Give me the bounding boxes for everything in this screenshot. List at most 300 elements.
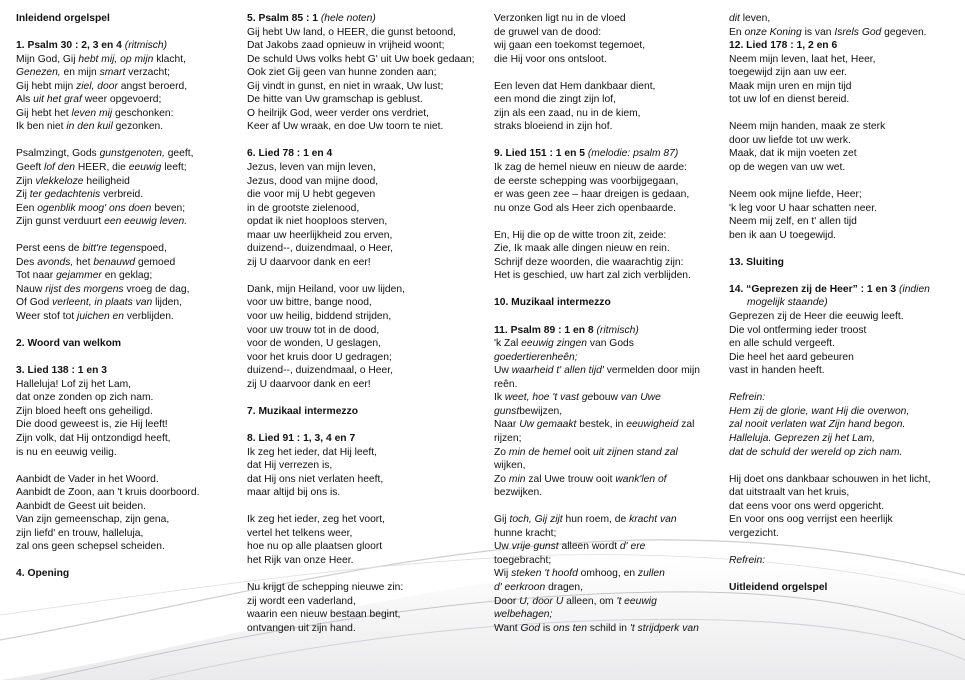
text-run: Wij: [494, 568, 512, 580]
text-run: bewijzen,: [519, 405, 563, 417]
text-run: benauwd: [93, 256, 136, 268]
verse-line: [16, 283, 238, 297]
text-run: Naar: [494, 419, 520, 431]
section-13-title: 13. Sluiting: [729, 256, 784, 268]
verse-line: [494, 405, 726, 419]
text-run: gejammer: [56, 270, 102, 282]
heading-outro-organ: Uitleidend orgelspel: [729, 581, 828, 593]
verse-line: [494, 418, 726, 432]
text-run: alleen wordt: [558, 541, 620, 553]
verse-line: voor uw bittre, bange nood,: [247, 297, 372, 309]
text-run: van Uwe: [620, 392, 661, 404]
text-run: Zij: [16, 189, 30, 201]
verse: [729, 188, 959, 242]
text-run: rijst des morgens: [45, 283, 124, 295]
section-11-title: [494, 324, 726, 338]
text-run: Gij hebt het: [16, 107, 72, 119]
verse-line: dat Hij ons niet verlaten heeft,: [247, 473, 384, 485]
verse: [16, 147, 238, 228]
verse-line: [16, 269, 238, 283]
text-run: God: [520, 622, 540, 634]
text-run: en geklag;: [101, 270, 153, 282]
verse-line: [16, 107, 238, 121]
section-12-title: 12. Lied 178 : 1, 2 en 6: [729, 40, 838, 52]
text-run: Door: [494, 595, 520, 607]
verse-line: vast in handen heeft.: [729, 365, 825, 377]
text-run: schild in: [586, 622, 630, 634]
section-14-title: [729, 283, 959, 297]
text-run: is van: [801, 26, 835, 38]
verse-line: [16, 161, 238, 175]
text-run: weet, hoe 't vast ge: [504, 392, 594, 404]
verse-line: in de grootste zielenood,: [247, 202, 360, 214]
verse-line: de gruwel van de dood:: [494, 26, 602, 38]
verse-line: Ik zeg het ieder, zeg het voort,: [247, 514, 385, 526]
verse: [729, 473, 959, 541]
section-10-title: 10. Muzikaal intermezzo: [494, 297, 611, 309]
verse-line: [16, 120, 238, 134]
text-run: leven mij: [71, 107, 113, 119]
column-2: [247, 12, 485, 635]
verse-line: toegewijd zijn aan uw eer.: [729, 67, 847, 79]
verse: [16, 53, 238, 134]
text-run: een eeuwig leven.: [104, 216, 188, 228]
verse-line: Neem ook mijne liefde, Heer;: [729, 189, 862, 201]
verse-line: [494, 554, 726, 568]
verse-line: Dank, mijn Heiland, voor uw lijden,: [247, 283, 405, 295]
text-run: Zijn: [16, 175, 36, 187]
verse-line: dat de schuld der wereld op zich nam.: [729, 446, 903, 458]
verse-line: Gij vindt in gunst, en niet in wraak, Uw lust;: [247, 80, 444, 92]
refrain-label: Refrein:: [729, 554, 766, 566]
text-run: Zijn gunst verduurt: [16, 216, 105, 228]
verse-line: Dat Jakobs zaad opnieuw in vrijheid woont;: [247, 40, 445, 52]
verse-line: wij gaan een toekomst tegemoet,: [494, 40, 646, 52]
text-run: Mijn God, Gij: [16, 53, 79, 65]
verse-line: de eerste schepping was voorbijgegaan,: [494, 175, 679, 187]
text-run: verbreid.: [100, 189, 144, 201]
verse-line: [729, 12, 959, 26]
verse-line: [494, 378, 726, 392]
column-1: [16, 12, 238, 581]
text-run: juichen en: [77, 311, 124, 323]
verse: [494, 513, 726, 635]
column-4: [729, 12, 959, 595]
verse: [494, 229, 726, 283]
verse-line: nu onze God als Heer zich openbaarde.: [494, 202, 677, 214]
text-run: Nauw: [16, 283, 46, 295]
verse-line: voor het kruis door U gedragen;: [247, 351, 392, 363]
verse-line: zal nooit verlaten wat Zijn hand begon.: [729, 419, 906, 431]
verse-line: [494, 432, 726, 446]
text-run: uit zijnen stand zal: [593, 446, 678, 458]
text-run: vroeg de dag,: [123, 283, 190, 295]
verse-line: duizend--, duizendmaal, o Heer,: [247, 365, 393, 377]
verse-line: [494, 446, 726, 460]
section-5-title: [247, 12, 485, 26]
text-run: Geeft: [16, 162, 45, 174]
verse-line: Neem mijn leven, laat het, Heer,: [729, 53, 876, 65]
verse-line: hoe nu op alle plaatsen gloort: [247, 541, 383, 553]
verse-line: dat uitstraalt van het kruis,: [729, 487, 850, 499]
verse-line: is nu en eeuwig veilig.: [16, 446, 117, 458]
verse-line: voor uw heilig, biddend strijden,: [247, 311, 392, 323]
verse-line: duizend--, duizendmaal, o Heer,: [247, 243, 393, 255]
verse-line: Die vol ontferming ieder troost: [729, 324, 867, 336]
text-run: reên.: [494, 378, 518, 390]
verse-line: [729, 26, 959, 40]
text-run: beven;: [151, 202, 186, 214]
text-run: Zo: [494, 473, 509, 485]
verse: [729, 120, 959, 174]
text-run: onze Koning: [744, 26, 802, 38]
verse-line: De hitte van Uw gramschap is geblust.: [247, 94, 423, 106]
verse-line: [494, 608, 726, 622]
verse-line: O heilrijk God, weer verder ons verdriet,: [247, 107, 429, 119]
verse-line: [494, 513, 726, 527]
title-note: (melodie: psalm 87): [587, 148, 679, 160]
text-run: en mijn: [60, 67, 100, 79]
verse-line: die Hij voor ons ontsloot.: [494, 53, 607, 65]
verse-line: [16, 147, 238, 161]
verse-line: [16, 310, 238, 324]
text-run: Weer stof tot: [16, 311, 78, 323]
text-run: ogenblik moog' ons doen: [37, 202, 152, 214]
verse-line: [16, 296, 238, 310]
text-run: eeuwigheid: [626, 419, 679, 431]
text-run: Een: [16, 202, 38, 214]
text-run: in den kuil: [66, 121, 113, 133]
verse-line: zijn liefd' en trouw, halleluja,: [16, 527, 144, 539]
text-run: smart: [99, 67, 126, 79]
verse-line: Schrijf deze woorden, die waarachtig zijn:: [494, 256, 684, 268]
text-run: zal: [678, 419, 695, 431]
title-note: (hele noten): [320, 13, 376, 24]
text-run: hunne kracht;: [494, 527, 557, 539]
text-run: gegeven.: [881, 26, 927, 38]
text-run: rijzen;: [494, 432, 522, 444]
text-run: van Gods: [586, 338, 634, 350]
verse-line: dat Hij verrezen is,: [247, 460, 333, 472]
verse-line: [16, 188, 238, 202]
text-run: hun roem, de: [562, 514, 630, 526]
verse-line: [494, 486, 726, 500]
verse-line: Halleluja. Geprezen zij het Lam,: [729, 432, 875, 444]
text-run: Ik ben niet: [16, 121, 67, 133]
text-run: wank'len of: [615, 473, 667, 485]
verse-line: vergezicht.: [729, 527, 779, 539]
verse-line: De schuld Uws volks hebt G' uit Uw boek gedaan;: [247, 53, 475, 65]
text-run: ter gedachtenis: [29, 189, 101, 201]
verse-line: Hem zij de glorie, want Hij die overwon,: [729, 405, 910, 417]
verse-line: [16, 215, 238, 229]
text-run: alleen, om: [563, 595, 617, 607]
text-run: Uw: [494, 365, 512, 377]
refrain: [729, 405, 959, 459]
text-run: avonds,: [37, 256, 74, 268]
text-run: Of God: [16, 297, 53, 309]
section-7-title: 7. Muzikaal intermezzo: [247, 405, 359, 417]
text-run: Gij hebt mijn: [16, 80, 77, 92]
verse-line: Nu krijgt de schepping nieuwe zin:: [247, 581, 404, 593]
verse: [729, 12, 959, 39]
text-run: uit het graf: [33, 94, 82, 106]
text-run: is: [539, 622, 554, 634]
text-run: min: [508, 473, 526, 485]
verse: [247, 581, 485, 635]
verse-line: zij wordt een vaderland,: [247, 595, 356, 607]
section-2-title: 2. Woord van welkom: [16, 338, 122, 350]
verse-line: Maak, dat ik mijn voeten zet: [729, 148, 857, 160]
text-run: leven,: [739, 13, 771, 24]
verse-line: zij U daarvoor dank en eer!: [247, 256, 371, 268]
verse-line: vertel het telkens weer,: [247, 527, 353, 539]
title-text: 5. Psalm 85 : 1: [247, 13, 318, 24]
title-text: 11. Psalm 89 : 1 en 8: [494, 324, 594, 336]
verse-line: Aanbidt de Geest uit beiden.: [16, 500, 146, 512]
text-run: Als: [16, 94, 34, 106]
text-run: Des: [16, 256, 38, 268]
text-run: poed,: [141, 243, 167, 255]
section-1-title: [16, 39, 238, 53]
text-run: 'k Zal: [494, 338, 522, 350]
verse-line: Zijn volk, dat Hij ontzondigd heeft,: [16, 432, 171, 444]
section-3-title: 3. Lied 138 : 1 en 3: [16, 365, 107, 377]
text-run: bouw: [593, 392, 621, 404]
text-run: dragen,: [545, 581, 583, 593]
verse-line: [494, 527, 726, 541]
text-run: eeuwig: [128, 162, 162, 174]
text-run: het: [73, 256, 94, 268]
text-run: ons ten: [553, 622, 587, 634]
verse-line: [16, 256, 238, 270]
verse-line: die voor mij U hebt gegeven: [247, 189, 376, 201]
verse: [247, 283, 485, 391]
text-run: 't strijdperk van: [629, 622, 699, 634]
verse-line: straks bloeiend in zijn hof.: [494, 121, 613, 133]
verse-line: Jezus, leven van mijn leven,: [247, 162, 376, 174]
verse-line: op de wegen van uw wet.: [729, 162, 846, 174]
verse-line: Neem mij zelf, en t' allen tijd: [729, 216, 857, 228]
verse-line: [494, 351, 726, 365]
verse: [247, 446, 485, 500]
text-run: Tot naar: [16, 270, 57, 282]
verse-line: 'k leg voor U haar schatten neer.: [729, 202, 877, 214]
text-run: kracht van: [629, 514, 677, 526]
text-run: U, door U: [519, 595, 564, 607]
text-run: gunst: [494, 405, 520, 417]
verse-line: maar uw heerlijkheid zou erven,: [247, 229, 393, 241]
verse: [494, 80, 726, 134]
text-run: gezonken.: [112, 121, 164, 133]
text-run: steken 't hoofd: [511, 568, 578, 580]
title-note-continued: mogelijk staande): [747, 297, 828, 309]
text-run: Psalmzingt, Gods: [16, 148, 100, 160]
text-run: leeft;: [161, 162, 187, 174]
text-run: angst beroerd,: [117, 80, 188, 92]
verse-line: [494, 567, 726, 581]
text-run: lof den: [44, 162, 75, 174]
verse-line: [16, 202, 238, 216]
verse: [16, 242, 238, 323]
text-run: Genezen,: [16, 67, 61, 79]
text-run: hebt mij, op mijn: [78, 53, 154, 65]
verse-line: [16, 80, 238, 94]
text-run: Ik: [494, 392, 505, 404]
text-run: weer opgevoerd;: [81, 94, 162, 106]
text-run: waarheid t' allen tijd': [511, 365, 604, 377]
verse-line: Ook ziet Gij geen van hunne zonden aan;: [247, 67, 437, 79]
verse-line: zijn als een zaad, nu in de kiem,: [494, 107, 641, 119]
verse: [494, 161, 726, 215]
verse-line: [494, 391, 726, 405]
verse-line: [494, 581, 726, 595]
verse: [729, 53, 959, 107]
text-run: vlekkeloze: [35, 175, 84, 187]
text-run: verzacht;: [125, 67, 170, 79]
verse-line: zal ons geen schepsel scheiden.: [16, 541, 165, 553]
verse-line: Een leven dat Hem dankbaar dient,: [494, 80, 656, 92]
verse-line: dat onze zonden op zich nam.: [16, 392, 154, 404]
verse-line: Aanbidt de Zoon, aan 't kruis doorboord.: [16, 487, 200, 499]
verse-line: Geprezen zij de Heer die eeuwig leeft.: [729, 311, 904, 323]
text-run: Uw: [494, 541, 512, 553]
refrain-label: Refrein:: [729, 392, 766, 404]
section-4-title: 4. Opening: [16, 568, 70, 580]
text-run: vrije gunst: [511, 541, 559, 553]
verse-line: het Rijk van onze Heer.: [247, 554, 354, 566]
text-run: bitt're tegens: [82, 243, 142, 255]
heading-intro-organ: Inleidend orgelspel: [16, 13, 110, 24]
verse-line: voor uw trouw tot in de dood,: [247, 324, 380, 336]
text-run: toegebracht;: [494, 554, 552, 566]
verse-line: [494, 364, 726, 378]
verse: [494, 337, 726, 500]
verse-line: zij U daarvoor dank en eer!: [247, 378, 371, 390]
verse-line: ben ik aan U toegewijd.: [729, 229, 837, 241]
verse-line: [494, 595, 726, 609]
verse-line: opdat ik niet hoopIoos sterven,: [247, 216, 388, 228]
section-8-title: 8. Lied 91 : 1, 3, 4 en 7: [247, 432, 356, 444]
text-run: gemoed: [135, 256, 176, 268]
text-run: goedertierenheên;: [494, 351, 578, 363]
verse-line: Aanbidt de Vader in het Woord.: [16, 473, 159, 485]
verse-line: [494, 622, 726, 636]
verse-line: [494, 473, 726, 487]
text-run: omhoog, en: [577, 568, 638, 580]
text-run: ziel, door: [76, 80, 118, 92]
verse-line: Jezus, dood van mijne dood,: [247, 175, 379, 187]
verse-line: dat eens voor ons werd opgericht.: [729, 500, 885, 512]
text-run: Uw gemaakt: [519, 419, 577, 431]
text-run: Isrels God: [834, 26, 882, 38]
verse: [16, 473, 238, 554]
text-run: zal Uwe trouw ooit: [525, 473, 616, 485]
verse-line: Hij doet ons dankbaar schouwen in het licht,: [729, 473, 931, 485]
verse-line: Gij hebt Uw land, o HEER, die gunst betoond,: [247, 26, 456, 38]
verse-line: En, Hij die op de witte troon zit, zeide:: [494, 229, 667, 241]
verse-line: Ik zag de hemel nieuw en nieuw de aarde:: [494, 162, 687, 174]
text-run: HEER, die: [74, 162, 129, 174]
verse: [729, 310, 959, 378]
column-3: [494, 12, 726, 635]
verse-line: Maak mijn uren en mijn tijd: [729, 80, 852, 92]
verse-line: Keer af Uw wraak, en doe Uw toorn te niet.: [247, 121, 444, 133]
verse-line: [16, 242, 238, 256]
text-run: geeft,: [164, 148, 194, 160]
verse-line: Die heel het aard gebeuren: [729, 351, 854, 363]
title-note: (ritmisch): [124, 40, 168, 52]
text-run: klacht,: [153, 53, 186, 65]
verse-line: [16, 93, 238, 107]
text-run: eeuwig zingen: [521, 338, 587, 350]
verse-line: ontvangen uit zijn hand.: [247, 622, 356, 634]
verse: [16, 378, 238, 459]
text-run: ooit: [570, 446, 594, 458]
verse-line: tot uw lof en dienst bereid.: [729, 94, 850, 106]
verse-line: En voor ons oog verrijst een heerlijk: [729, 514, 893, 526]
verse-line: [16, 66, 238, 80]
verse-line: Die dood geweest is, zie Hij leeft!: [16, 419, 168, 431]
verse-line: Neem mijn handen, maak ze sterk: [729, 121, 886, 133]
verse-line: er was geen zee – haar dreigen is gedaan,: [494, 189, 690, 201]
text-run: wijken,: [494, 460, 526, 472]
verse-line: Zijn bloed heeft ons geheiligd.: [16, 405, 153, 417]
title-note: (indien: [898, 283, 930, 295]
section-9-title: [494, 147, 726, 161]
section-6-title: 6. Lied 78 : 1 en 4: [247, 148, 333, 160]
text-run: zullen: [637, 568, 665, 580]
verse-line: waarin een nieuw bestaan begint,: [247, 609, 401, 621]
verse: [247, 161, 485, 269]
text-run: Perst eens de: [16, 243, 83, 255]
text-run: bestek, in: [576, 419, 627, 431]
text-run: bezwijken.: [494, 487, 543, 499]
text-run: Zo: [494, 446, 509, 458]
verse-line: Van zijn gemeenschap, zijn gena,: [16, 514, 170, 526]
text-run: geschonken:: [112, 107, 174, 119]
verse-line: [494, 337, 726, 351]
verse-line: Halleluja! Lof zij het Lam,: [16, 378, 132, 390]
text-run: gunstgenoten,: [99, 148, 165, 160]
text-run: dit: [729, 13, 740, 24]
verse-line: Ik zeg het ieder, dat Hij leeft,: [247, 446, 377, 458]
verse: [247, 26, 485, 134]
text-run: lijden,: [152, 297, 182, 309]
verse-line: [494, 540, 726, 554]
text-run: Gij: [494, 514, 510, 526]
text-run: d' eerkroon: [494, 581, 546, 593]
verse-line: voor de wonden, U geslagen,: [247, 338, 381, 350]
text-run: vermelden door mijn: [603, 365, 700, 377]
text-run: heiligheid: [83, 175, 130, 187]
text-run: 't eeuwig: [616, 595, 657, 607]
verse-line: en alle schuld vergeeft.: [729, 338, 835, 350]
verse: [494, 12, 726, 66]
text-run: verblijden.: [124, 311, 174, 323]
text-run: min de hemel: [508, 446, 571, 458]
verse-line: [16, 53, 238, 67]
verse-line: een mond die zingt zijn lof,: [494, 94, 616, 106]
text-run: welbehagen;: [494, 609, 553, 621]
verse-line: Het is geschied, uw hart zal zich verblijden.: [494, 270, 691, 282]
verse-line: [16, 175, 238, 189]
text-run: toch, Gij zijt: [509, 514, 563, 526]
text-run: En: [729, 26, 745, 38]
text-run: Want: [494, 622, 521, 634]
text-run: verleent, in plaats van: [52, 297, 153, 309]
title-text: 9. Lied 151 : 1 en 5: [494, 148, 585, 160]
